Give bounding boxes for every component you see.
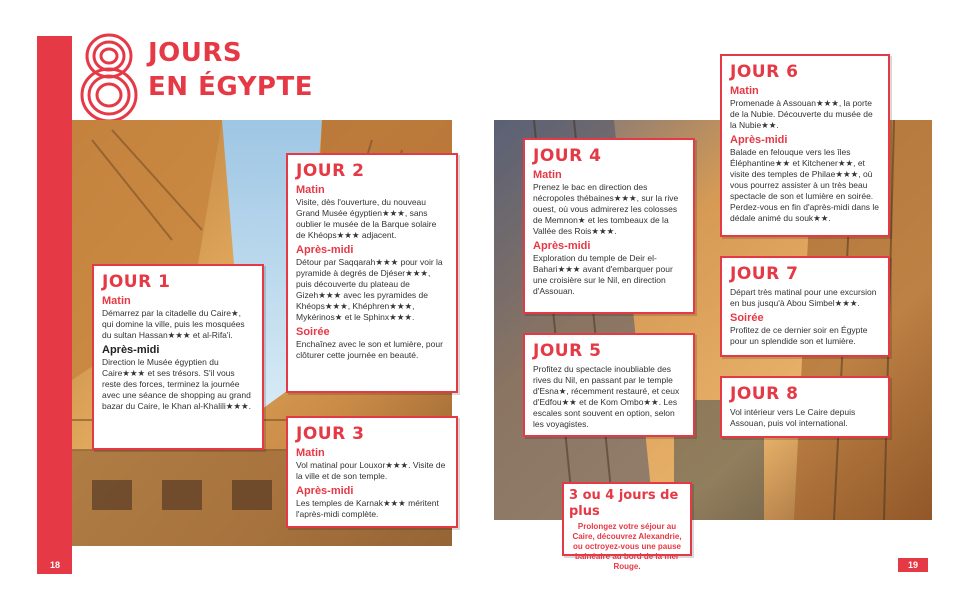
day-2-evening-text: Enchaînez avec le son et lumière, pour clôturer cette journée en beauté.: [296, 339, 443, 360]
day-7-title: JOUR 7: [730, 264, 799, 284]
day-3-morning-heading: Matin: [296, 447, 325, 459]
day-5-card: [523, 333, 695, 437]
day-2-evening-heading: Soirée: [296, 326, 330, 338]
day-6-title: JOUR 6: [730, 62, 799, 82]
day-2-afternoon-text: Détour par Saqqarah★★★ pour voir la pyramide à degrés de Djéser★★★, puis découverte du plateau de Gizeh★★★ avec les pyramides de Khéops★★★, Khéphren★★★, Mykérinos★ et le Sphinx★★★.: [296, 257, 443, 322]
day-5-title: JOUR 5: [533, 341, 602, 361]
extra-days-title: 3 ou 4 jours de plus: [569, 488, 679, 519]
day-2-morning-heading: Matin: [296, 184, 325, 196]
left-red-band: [37, 36, 72, 574]
day-1-card: [92, 264, 264, 450]
day-6-morning-heading: Matin: [730, 85, 759, 97]
day-1-afternoon-heading: Après-midi: [102, 344, 160, 356]
title-line-1: JOURS: [148, 38, 243, 68]
day-6-afternoon-heading: Après-midi: [730, 134, 788, 146]
day-4-title: JOUR 4: [533, 146, 602, 166]
day-1-morning-heading: Matin: [102, 295, 131, 307]
day-7-evening-heading: Soirée: [730, 312, 764, 324]
day-3-title: JOUR 3: [296, 424, 365, 444]
day-3-afternoon-text: Les temples de Karnak★★★ méritent l'après-midi complète.: [296, 498, 439, 519]
day-3-morning-text: Vol matinal pour Louxor★★★. Visite de la ville et de son temple.: [296, 460, 446, 481]
day-8-title: JOUR 8: [730, 384, 799, 404]
page-number-left: 18: [40, 558, 70, 572]
day-4-morning-heading: Matin: [533, 169, 562, 181]
page-number-right: 19: [898, 558, 928, 572]
day-2-card: [286, 153, 458, 393]
day-5-text: Profitez du spectacle inoubliable des rives du Nil, en passant par le temple d'Esna★, récemment restauré, et ceux d'Edfou★★ et de Kom Ombo★★. Les escales sont souvent en option, selon les voyagistes.: [533, 364, 680, 429]
day-7-card: [720, 256, 890, 357]
day-8-text: Vol intérieur vers Le Caire depuis Assouan, puis vol international.: [730, 407, 856, 428]
day-7-text: Départ très matinal pour une excursion en bus jusqu'à Abou Simbel★★★.: [730, 287, 877, 308]
day-4-afternoon-text: Exploration du temple de Deir el-Bahari★★★ avant d'embarquer pour une croisière sur le Nil, en direction d'Assouan.: [533, 253, 673, 296]
day-4-card: [523, 138, 695, 314]
day-2-morning-text: Visite, dès l'ouverture, du nouveau Grand Musée égyptien★★★, sans oublier le musée de la Barque solaire de Khéops★★★ adjacent.: [296, 197, 437, 240]
title-line-2: EN ÉGYPTE: [148, 72, 313, 102]
day-6-card: [720, 54, 890, 237]
day-7-evening-text: Profitez de ce dernier soir en Égypte pour un splendide son et lumière.: [730, 325, 868, 346]
day-1-afternoon-text: Direction le Musée égyptien du Caire★★★ et ses trésors. S'il vous reste des forces, terminez la journée avec une séance de shopping au grand bazar du Caire, le Khan al-Khalili★★★.: [102, 357, 252, 411]
extra-days-card: [562, 482, 692, 571]
day-2-title: JOUR 2: [296, 161, 365, 181]
day-1-title: JOUR 1: [102, 272, 171, 292]
day-3-card: [286, 416, 458, 528]
day-6-morning-text: Promenade à Assouan★★★, la porte de la Nubie. Découverte du musée de la Nubie★★.: [730, 98, 873, 130]
day-6-afternoon-text: Balade en felouque vers les îles Éléphantine★★ et Kitchener★★, et visite des temples de Philae★★★, où vous pourrez assister à un très beau spectacle de son et lumière en soirée. Perdez-vous en fin d'après-midi dans le dédale animé du souk★★.: [730, 147, 880, 223]
day-4-afternoon-heading: Après-midi: [533, 240, 591, 252]
page-title: [148, 36, 313, 104]
day-4-morning-text: Prenez le bac en direction des nécropoles thébaines★★★, sur la rive ouest, où vous admirerez les colosses de Memnon★ et les tombeaux de la Vallée des Rois★★★.: [533, 182, 679, 236]
day-8-card: [720, 376, 890, 438]
day-2-afternoon-heading: Après-midi: [296, 244, 354, 256]
day-3-afternoon-heading: Après-midi: [296, 485, 354, 497]
day-1-morning-text: Démarrez par la citadelle du Caire★, qui domine la ville, puis les mosquées du sultan Hassan★★★ et al-Rifa'i.: [102, 308, 245, 340]
number-eight-graphic: [78, 30, 140, 124]
extra-days-text: Prolongez votre séjour au Caire, découvrez Alexandrie, ou octroyez-vous une pause balnéaire au bord de la mer Rouge.: [572, 522, 682, 571]
